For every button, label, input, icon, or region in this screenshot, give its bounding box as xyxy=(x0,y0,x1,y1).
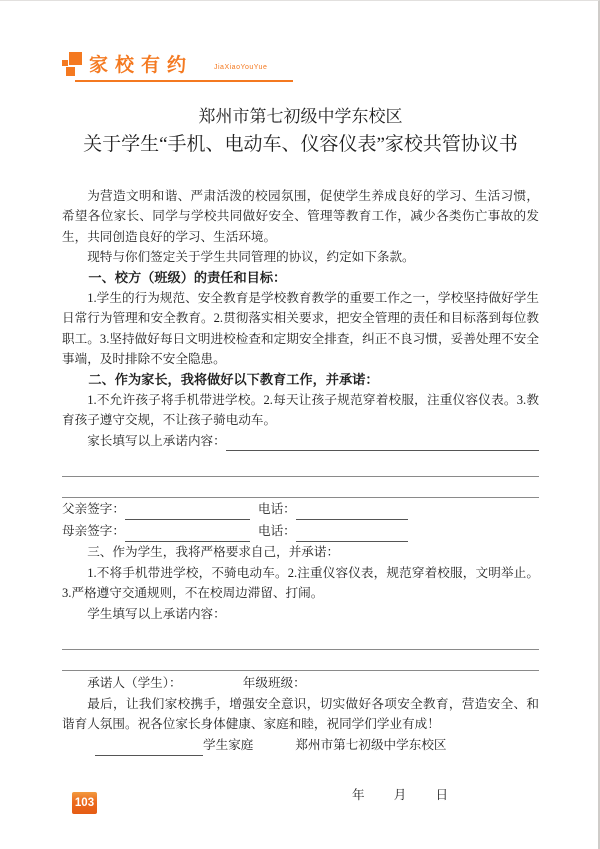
family-suffix-label: 学生家庭 xyxy=(203,737,254,752)
year-label: 年 xyxy=(352,787,365,802)
intro-paragraph: 为营造文明和谐、严肃活泼的校园氛围，促使学生养成良好的学习、生活习惯，希望各位家长、同学与学校共同做好安全、管理等教育工作，减少各类伤亡事故的发生，共同创造良好的学习、生活环境。 xyxy=(62,189,539,244)
grade-class-label: 年级班级： xyxy=(242,675,306,690)
document-title-line1: 郑州市第七初级中学东校区 xyxy=(198,107,403,126)
brand-header xyxy=(62,49,539,83)
family-name-line xyxy=(95,741,203,756)
brand-title: 家校有约 xyxy=(89,55,194,76)
parent-promise-fill-line xyxy=(226,435,539,451)
promiser-row xyxy=(62,672,539,694)
brand-squares-icon xyxy=(62,51,84,78)
student-promise-blank-line-1 xyxy=(62,629,539,650)
page-number-badge: 103 xyxy=(72,792,97,814)
section-parent-heading: 二、作为家长，我将做好以下教育工作，并承诺： xyxy=(88,371,379,387)
parent-promise-fill-label: 家长填写以上承诺内容： xyxy=(87,433,226,448)
father-signature-line xyxy=(125,505,250,520)
mother-signature-label: 母亲签字： xyxy=(62,524,125,539)
date-row xyxy=(62,784,539,803)
section-school-heading: 一、校方（班级）的责任和目标： xyxy=(88,269,287,285)
father-phone-line xyxy=(296,505,408,520)
father-phone-label: 电话： xyxy=(257,502,296,517)
brand-underline xyxy=(75,80,293,82)
section-student-body: 1.不将手机带进学校，不骑电动车。2.注重仪容仪表，规范穿着校服，文明举止。3.严格遵守交通规则，不在校周边滞留、打闹。 xyxy=(62,565,539,601)
parent-promise-blank-line-1 xyxy=(62,456,539,477)
section-student-heading: 三、作为学生，我将严格要求自己，并承诺： xyxy=(87,545,340,560)
section-school-body: 1.学生的行为规范、安全教育是学校教育教学的重要工作之一，学校坚持做好学生日常行为管理和安全教育。2.贯彻落实相关要求，把安全管理的责任和目标落到每位教职工。3.坚持做好每日文明进校检查和定期安全排查，纠正不良习惯，妥善处理不安全事端，及时排除不安全隐患。 xyxy=(62,291,539,367)
document-title-line2: 关于学生“手机、电动车、仪容仪表”家校共管协议书 xyxy=(83,134,518,155)
mother-signature-row xyxy=(62,520,539,542)
student-promise-blank-line-2 xyxy=(62,650,539,671)
document-content xyxy=(62,49,539,803)
father-signature-row xyxy=(62,498,539,520)
brand-pinyin: JiaXiaoYouYue xyxy=(214,64,268,71)
mother-phone-line xyxy=(296,527,408,542)
parent-promise-fill-row xyxy=(62,431,539,451)
month-label: 月 xyxy=(393,787,407,802)
section-parent-body: 1.不允许孩子将手机带进学校。2.每天让孩子规范穿着校服，注重仪容仪表。3.教育孩子遵守交规，不让孩子骑电动车。 xyxy=(62,393,539,428)
school-name: 郑州市第七初级中学东校区 xyxy=(295,737,447,752)
student-promise-fill-label: 学生填写以上承诺内容： xyxy=(87,606,226,621)
mother-phone-label: 电话： xyxy=(257,524,296,539)
mother-signature-line xyxy=(125,527,250,542)
parent-promise-blank-line-2 xyxy=(62,477,539,498)
father-signature-label: 父亲签字： xyxy=(62,502,125,517)
day-label: 日 xyxy=(435,787,449,802)
promiser-label: 承诺人（学生）： xyxy=(87,675,182,690)
closing-paragraph: 最后，让我们家校携手，增强安全意识，切实做好各项安全教育，营造安全、和谐育人氛围。祝各位家长身体健康、家庭和睦，祝同学们学业有成！ xyxy=(62,696,539,732)
closing-signature-row xyxy=(62,735,539,756)
intro-clause-line: 现特与你们签定关于学生共同管理的协议，约定如下条款。 xyxy=(87,250,415,265)
